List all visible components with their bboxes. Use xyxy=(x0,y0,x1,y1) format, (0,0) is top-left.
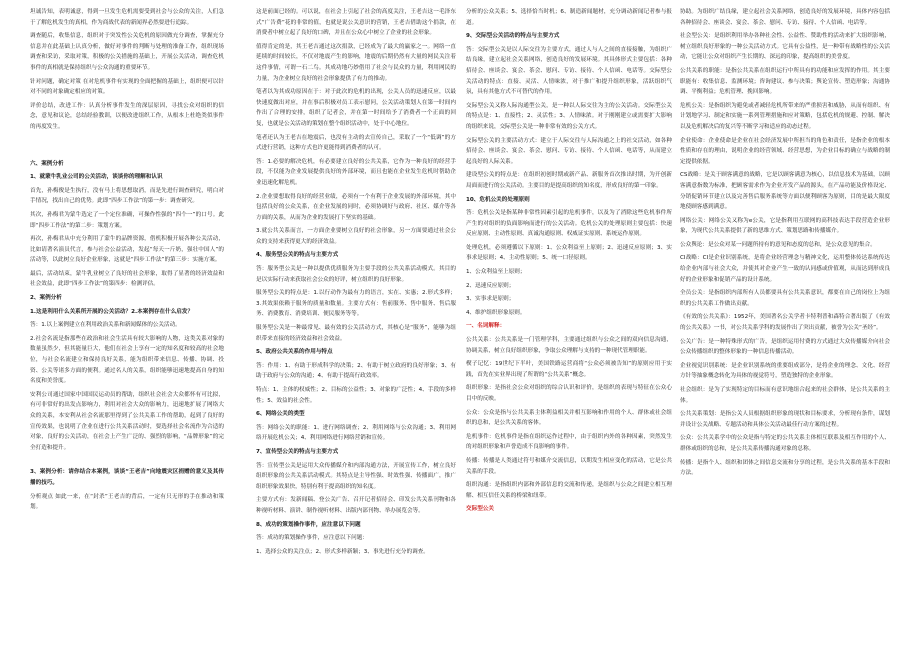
paragraph: 针对问题，确定对策 在对危机事件有实现的全面把握的基础上，组织便可以针对不同的对象确定相应的对策。 xyxy=(30,78,224,96)
paragraph: CS战略：是关于顾客满意的战略，它是以顾客满意为核心，以信息技术为基础，以顾客满意指数为标准，把顾客需求作为企业开发产品的源头，在产品功能及价格设定、分销促销环节建立以及完善售后服务系统等方面以便利顾客为原则，目的是最大限度地使顾客感到满意。 xyxy=(680,172,890,211)
paragraph: 传播：是指个人、组织和团体之间信息交流和分享的过程，是公共关系的基本手段和方法。 xyxy=(680,459,890,477)
paragraph: 2、迅速反应原则； xyxy=(466,282,515,289)
paragraph: 评价总结，改进工作：认真分析事件发生的深层原因，寻找公众对组织的信念，意见和议论，总结经验教训，以便改进组织工作，从根本上杜绝类似事件的再度发生。 xyxy=(30,102,224,130)
section-heading: 9、交际型公关活动的特点与主要方式 xyxy=(466,33,560,40)
paragraph: 答：危机公关是指某种非常性因素引起的危机事件，以及为了消除这些危机事件所产生的对组织的负面影响而进行的公关活动。危机公关的处理原则主要包括：快速反应原则、主动性原则、真诚沟通原则、权威证实原则、系统运作原则。 xyxy=(466,210,672,238)
paragraph: 答：成功的策划操作事件，应注意以下问题： xyxy=(256,535,368,542)
section-heading: 1.这是利用什么关系所开展的公关活动？2.本案例存在什么启发？ xyxy=(30,308,194,315)
paragraph: 答：服务型公关是一种以提供优质服务为主要手段的公共关系活动模式。其目的是以实际行动来获取社会公众的好评，树立组织的良好形象。 xyxy=(256,266,456,283)
paragraph: 公共关系的职能：是指公共关系在组织运行中所具有的功能和应发挥的作用。其主要职能有：收集信息、监测环境；咨询建议、参与决策；舆论宣传、塑造形象；沟通协调、平衡利益；危机管理、挽回影响。 xyxy=(680,67,890,96)
paragraph: 交际型公关又称人际沟通型公关，是一种以人际交往为主的公关活动。交际型公关的特点是：1、直接性；2、灵活性；3、人情味浓。对于刚刚建立或需要扩大影响的组织来说，交际型公关是一种非常有效的公关方式。 xyxy=(466,102,672,130)
paragraph: 答：1.必要的解决危机，有必要建立良好的公共关系，它作为一种良好的经营手段，不仅能为企业发展提供良好的外部环境，而且也能在企业发生危机时帮助企业迅速化解危机。 xyxy=(256,158,456,186)
paragraph: 危机事件：危机事件是指在组织运作过程中，由于组织内外的各种因素，突然发生的对组织形象和声誉造成不良影响的事件。 xyxy=(466,433,672,451)
paragraph: 公共关系：公共关系是一门管理学科，主要通过组织与公众之间的双向信息沟通，协调关系，树立良好组织形象，争取公众理解与支持的一种现代管理职能。 xyxy=(466,337,672,354)
paragraph: 《有效的公共关系》：1952年，美国著名公关学者卡特利普和森特合著出版了《有效的公共关系》一书，对公共关系学科的发展作出了突出贡献，被誉为公关“圣经”。 xyxy=(680,314,890,332)
highlight-heading: 交际型公关 xyxy=(466,506,494,513)
paragraph: 企业使命：企业使命是企业在社会经济发展中所担当的角色和责任，是指企业的根本性质和存在的理由，说明企业的经营领域、经营思想，为企业目标的确立与战略的制定提供依据。 xyxy=(680,137,890,165)
paragraph: 企业视觉识别系统：是企业识别系统的重要组成部分，是将企业的理念、文化、经营方针等抽象概念转化为具体的视觉符号，塑造独特的企业形象。 xyxy=(680,362,890,380)
paragraph: 笔者还认为王老吉在地震后，也没有主动的去宣传自己，采取了一个“低调”的方式进行营销，这种方式也许更能得到消费者的认可。 xyxy=(256,134,456,152)
paragraph: 网络公关：网络公关又称为e公关，它是指利用互联网的高科技表达手段营造企业形象，为现代公共关系提供了新的思维方式、策划思路和传播媒介。 xyxy=(680,217,890,235)
paragraph: 处理危机，必须遵循以下原则：1、公众利益至上原则；2、迅速反应原则；3、实事求是原则；4、主动性原则；5、统一口径原则。 xyxy=(466,244,672,262)
paragraph: 全员公关：是指组织内部所有人员都要具有公共关系意识，都要在自己的岗位上为组织的公共关系工作做出贡献。 xyxy=(680,290,890,307)
paragraph: 主要方式有：发新闻稿、登公关广告、召开记者招待会、印发公共关系刊物和各种视听材料、演讲、制作视听材料、出版内部刊物、举办展览会等。 xyxy=(256,497,456,514)
paragraph: 社会型公关：是组织利用举办各种社会性、公益性、赞助性的活动来扩大组织影响，树立组织良好形象的一种公关活动方式。它具有公益性，是一种带有战略性的公关活动，它能让公众对组织产生长期的、深远的印象，提高组织的美誉度。 xyxy=(680,33,890,61)
paragraph: 公共关系策划：是指公关人员根据组织形象的现状和目标要求，分析现有条件，谋划并设计公关战略、专题活动和具体公关活动最佳行动方案的过程。 xyxy=(680,411,890,428)
highlight-heading: 一、名词解释： xyxy=(466,323,506,330)
paragraph: 交际型公关的主要活动方式：建立于人际交往与人际沟通之上的社交活动，如各种招待会、座谈会、宴会、茶会、慰问、专访、接待、个人信函、电话等，从而建立起良好的人际关系。 xyxy=(466,137,672,165)
paragraph: 2.企业要想取得良好的经营业绩，必须有一个有利于企业发展的外部环境，其中包括良好的公众关系，在企业发展的同时，必须协调好与政府、社区、媒介等各方面的关系，从而为企业的发展打下坚实的基础。 xyxy=(256,193,456,221)
paragraph: CI战略：CI是企业识别系统，是将企业经营理念与精神文化，运用整体传达系统传达给企业内部与社会大众，并使其对企业产生一致的认同感或价值观，从而达到形成良好的企业形象和促销产品的设计系统。 xyxy=(680,255,890,283)
paragraph: 传播：传播是人类通过符号和媒介交流信息，以期发生相应变化的活动，它是公共关系的手段。 xyxy=(466,457,672,475)
paragraph: 危机公关：是指组织为避免或者减轻危机所带来的严重损害和威胁，从而有组织、有计划地学习、制定和实施一系列管理措施和应对策略，包括危机的规避、控制、解决以及危机解决后的复兴等不断学习和适应的动态过程。 xyxy=(680,102,890,130)
paragraph: 答：网络公关的职能：1、进行网络调查；2、利用网络与公众沟通；3、利用网络开展危机公关；4、利用网络进行网络营销和宣传。 xyxy=(256,424,456,442)
paragraph: 坦诚告知，表明诚意，得到一旦发生危机需要受到社会与公众的关注，人们急于了解危机发生的真相，作为商战代表的新闻界必然要进行追踪。 xyxy=(30,9,224,26)
paragraph: 答：宣传型公关是运用大众传播媒介和内部沟通方法，开展宣传工作，树立良好组织形象的公共关系活动模式。其特点是主导性强、时效性强、传播面广，推广组织形象效果快，特别有利于提高组织的知名度。 xyxy=(256,462,456,490)
paragraph: 1、公众利益至上原则； xyxy=(466,269,526,276)
section-heading: 8、成功的策划操作事件，应注意以下问题 xyxy=(256,521,361,528)
paragraph: 公众：公共关系学中的公众是指与特定的公共关系主体相互联系及相互作用的个人、群体或组织的总和，是公共关系传播沟通对象的总称。 xyxy=(680,435,890,452)
paragraph: 1、选择公众的关注点；2、形式多样新颖；3、事先进行充分的调查。 xyxy=(256,548,429,555)
paragraph: 组织沟通：是指组织内部和外部信息的交流和传递，是组织与公众之间建立相互理解、相互信任关系的桥梁和纽带。 xyxy=(466,482,672,499)
section-heading: 6、网络公关的类型 xyxy=(256,411,305,418)
paragraph: 再次，孙梅君从中充分利用了蒙牛的品牌资源，借机积极开展各种公关活动，比如请著名演员代言，参与社会公益活动，发起“每天一斤奶，强壮中国人”的活动等，以此树立良好企业形象，这就是“四步工作法”的第三步：实施方案。 xyxy=(30,236,224,264)
text-column-1 xyxy=(30,4,224,649)
paragraph: 公众舆论：是公众对某一问题所持有的意见和态度的总和，是公众意见的集合。 xyxy=(680,241,876,248)
paragraph: 笔者以为其成功原因在于：对于此次的危机的出现，公关人员的迅速反应，以最快速度做出对应，并在事后积极对员工表示慰问，公关活动策划人在第一时间内作出了合理的安排，组织了记者会，并在第一时间给予了消费者一个正面的回复，也就是公关活动的策划在整个组织活动中，处于中心地位。 xyxy=(256,89,456,127)
paragraph: 服务型公关的特点是：1.以行动作为最有力的语言，实在、实惠；2.形式多样；3.其效果依赖于服务的质量和数量。主要方式有：售前服务、售中服务、售后服务、消费教育、消费培训、便民服务等等。 xyxy=(256,290,456,318)
paragraph xyxy=(30,136,224,156)
section-heading: 六、案例分析 xyxy=(30,160,64,167)
section-heading: 5、政府公共关系的作用与特点 xyxy=(256,349,333,356)
paragraph: 最后，活动结束，蒙牛乳业树立了良好的社会形象，取得了显著的经济效益和社会效益，此即“四步工作法”的第四步：检测评估。 xyxy=(30,270,224,288)
paragraph: 首先，孙梅俊是生执行，没有马上将思想取消，而是先进行调查研究，明白对手情况，找出自己的优势。此即“四步工作法”的第一步：调查研究。 xyxy=(30,187,224,205)
paragraph: 值得肯定的是，其王老吉通过这次捐款，已经成为了最大的赢家之一。网络一直延续的时间较长，不仅对地震产生的影响，地震的后期仍然有大量的网民关注着这件事情，可谓一石二鸟。其成功地巧妙借用了社会与民众的力量，利用网民的力量，为企业树立良好的社会形象提供了有力的推动。 xyxy=(256,43,456,82)
section-heading: 1、就蒙牛乳业公司的公关活动，谈谈你的理解和认识 xyxy=(30,174,163,181)
text-column-3 xyxy=(466,4,672,649)
paragraph: 建设型公关的特点是：在组织初创时期或新产品、新服务首次推出时期，为开创新局面而进行的公关活动。主要目的是提高组织的知名度，形成良好的第一印象。 xyxy=(466,172,672,189)
paragraph: 特点：1、主体的权威性；2、目标的公益性；3、对象的广泛性；4、手段的多样性；5、效益的社会性。 xyxy=(256,387,456,404)
section-heading: 10、危机公关的处理原则 xyxy=(466,196,530,203)
paragraph: 调查随后，收集信息，组织对于突发性公关危机的原因做充分调查，掌握充分信息并在此基础上认真分析，做好对事件的判断与处理的准备工作，组织现场调查和采访，采取对策，积极的公关措施的基础上，开展公关活动，调查危机事件的真相就是保持组织与公众沟通的重要环节。 xyxy=(30,33,224,71)
section-heading: 7、宣传型公关的特点与主要方式 xyxy=(256,448,339,455)
paragraph xyxy=(30,456,224,464)
paragraph: 这是前面已经的。可以说，在社会上引起了社会的高度关注，王老吉这一毛泽东式“广告费”花的非常的值，也就是说公关意识的营销，王老吉借助这个捐款，在消费者中树立起了良好的口碑，并且在公众心中树立了企业的社会形象。 xyxy=(256,9,456,37)
paragraph: 楔子记忆：19世纪下半叶，美国铁路运营商将“公众必须被告知”的原则应用于实践，首先在实业界出现了所谓的“公共关系”概念。 xyxy=(466,361,672,378)
paragraph: 答：1.以上案例建立在利用政治关系和新闻媒体的公关活动。 xyxy=(30,322,181,329)
paragraph: 协助。为组织广结良缘，建立起社会关系网络，创造良好的发展环境，具体内容包括各种招待会、座谈会、宴会、茶会、慰问、专访、接待、个人信函、电话等。 xyxy=(680,9,890,26)
paragraph: 分析观点 如此一来，在“封杀”王老吉的背后，一定有只无形的手在推动和策划。 xyxy=(30,493,224,511)
paragraph: 组织形象：是指社会公众对组织的综合认识和评价，是组织的表现与特征在公众心目中的反映。 xyxy=(466,385,672,402)
text-column-4 xyxy=(680,4,890,649)
section-heading: 4、服务型公关的特点与主要方式 xyxy=(256,252,339,259)
paragraph: 安利公司通过国家中国国民运动员的帮助，组织社会社会大众都怀有可比拟，有可非常好的出发点影响力，利用对社会大众的影响力，迅速地扩展了网络大众的关系，本安利从社会名流那里得到了公共关系工作的帮助，起到了良好的宣传效果，也说明了企业在进行公共关系活动时，要选择社会名流作为合适的对象，良好的公关活动，在社会上产生广泛的、强烈的影响，“品牌形象”的完全打造和提升。 xyxy=(30,391,224,451)
paragraph: 社会组织：是为了实现特定的目标而有意识地组合起来的社会群体，是公共关系的主体。 xyxy=(680,387,890,404)
paragraph: 服务型公关是一种最常见、最有效的公关活动方式，其核心是“服务”，能够为组织带来直接的经济效益和社会效益。 xyxy=(256,325,456,342)
paragraph: 4、维护组织形象原则。 xyxy=(466,309,526,316)
section-heading: 3、案例分析：请你结合本案例，谈谈“王老吉”向地震灾区捐赠的意义及其传播的技巧。 xyxy=(30,469,224,486)
section-heading: 2、案例分析 xyxy=(30,295,62,302)
paragraph: 分析的公众关系；5、选择恰当时机；6、制造新闻题材，充分调动新闻记者参与报道。 xyxy=(466,9,672,26)
paragraph: 3、实事求是原则； xyxy=(466,296,515,303)
text-column-2 xyxy=(256,4,456,649)
paragraph: 答：交际型公关是以人际交往为主要方式，通过人与人之间的直接接触，为组织广结良缘，建立起社会关系网络，创造良好的发展环境。其具体形式主要包括：各种招待会、座谈会、宴会、茶会、慰问、专访、接待、个人信函、电话等。交际型公关活动的特点：直接、灵活、人情味浓，对于推广和提升组织形象，活跃组织气氛，具有其他方式不可替代的作用。 xyxy=(466,46,672,96)
paragraph: 其次，孙梅君为蒙牛选定了一个定位准确，可操作性强的“四个一”的口号。此即“四步工作法”的第二步：策划方案。 xyxy=(30,211,224,229)
paragraph: 公关广告：是一种特殊形式的广告，是组织运用付费的方式通过大众传播媒介向社会公众传播组织的整体形象的一种信息传播活动。 xyxy=(680,338,890,356)
paragraph: 公众：公众是指与公共关系主体利益相关并相互影响和作用的个人、群体或社会组织的总和，是公共关系的客体。 xyxy=(466,409,672,427)
paragraph: 3.就公共关系而言，一方面企业要树立良好的社会形象，另一方面要通过社会公众的支持来获得更大的经济效益。 xyxy=(256,228,456,245)
paragraph: 2.社会名流是指那些在政治和社会生活具有较大影响的人物，这类关系对象的数量虽然少，但其能量巨大，他们在社会上享有一定的知名度和较高的社会地位，与社会名流建立和保持良好关系，能为组织带来信息、传播、协调、投资、公关等诸多方面的便利。通过名人的关系，组织能够迅速地提高自身的知名度和美誉度。 xyxy=(30,335,224,385)
paragraph: 答：作用：1、有助于形成科学的决策；2、有助于树立政府的良好形象；3、有助于政府与公众的沟通；4、有助于提高行政效率。 xyxy=(256,362,456,380)
